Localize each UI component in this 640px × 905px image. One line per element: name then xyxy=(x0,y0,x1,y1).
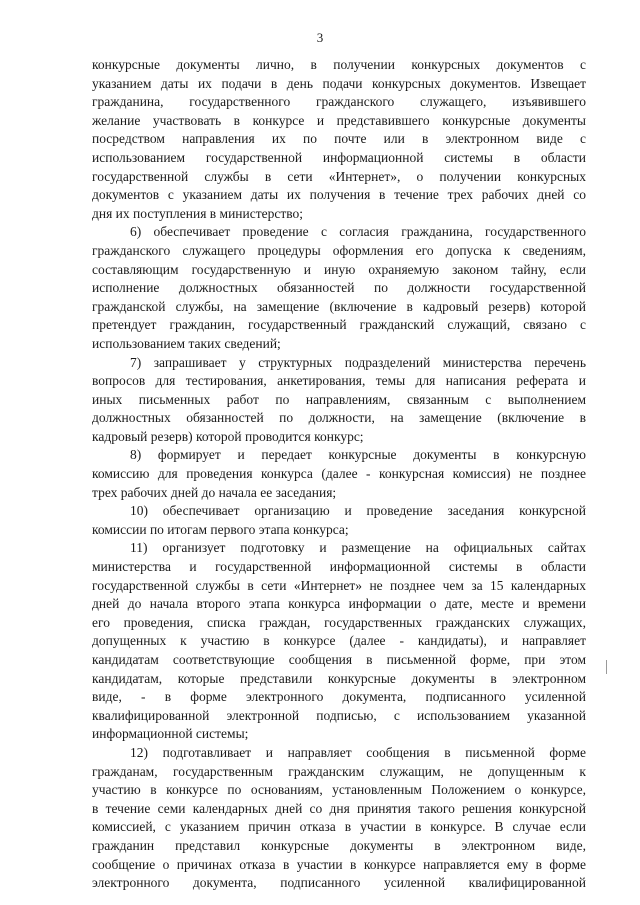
text-line: использованием государственной информационной системы в области xyxy=(92,149,586,165)
document-body xyxy=(92,56,586,893)
text-line: 10) обеспечивает организацию и проведение заседания конкурсной xyxy=(130,503,586,519)
text-line: документов с указанием даты их получения в течение трех рабочих дней со xyxy=(92,187,586,203)
page-number: 3 xyxy=(316,30,324,45)
text-line: гражданина, государственного гражданского служащего, изъявившего xyxy=(92,94,586,110)
text-line: допущенных к участию в конкурсе (далее - кандидаты), и направляет xyxy=(92,633,586,649)
text-line: государственной службы в сети «Интернет», о получении конкурсных xyxy=(92,168,586,184)
text-line: должностных обязанностей по должности, на замещение (включение в xyxy=(92,410,586,426)
text-line: государственной службы в сети «Интернет» не позднее чем за 15 календарных xyxy=(92,577,586,593)
text-line: претендует гражданин, государственный гражданский служащий, связано с xyxy=(92,317,586,333)
margin-mark xyxy=(606,660,607,674)
text-line: указанием даты их подачи в день подачи конкурсных документов. Извещает xyxy=(92,75,586,91)
text-line: министерства и государственной информационной системы в области xyxy=(92,559,586,575)
text-line: 6) обеспечивает проведение с согласия гражданина, государственного xyxy=(130,224,586,240)
text-line: 11) организует подготовку и размещение на официальных сайтах xyxy=(130,540,586,556)
text-line: 12) подготавливает и направляет сообщения в письменной форме xyxy=(130,744,586,760)
text-line: квалифицированной электронной подписью, с использованием указанной xyxy=(92,707,586,723)
text-line: информационной системы; xyxy=(92,726,249,742)
text-line: гражданского служащего процедуры оформления его допуска к сведениям, xyxy=(92,242,586,258)
text-line: в течение семи календарных дней со дня принятия такого решения конкурсной xyxy=(92,800,586,816)
text-line: гражданам, государственным гражданским служащим, не допущенным к xyxy=(92,763,586,779)
text-line: комиссии по итогам первого этапа конкурса; xyxy=(92,521,349,537)
text-line: дня их поступления в министерство; xyxy=(92,205,304,221)
text-line: кадровый резерв) которой проводится конкурс; xyxy=(92,428,364,444)
text-line: трех рабочих дней до начала ее заседания; xyxy=(92,484,337,500)
text-line: комиссию для проведения конкурса (далее - конкурсная комиссия) не позднее xyxy=(92,466,586,482)
text-line: гражданской службы, на замещение (включение в кадровый резерв) которой xyxy=(92,298,586,314)
text-line: исполнение должностных обязанностей по должности государственной xyxy=(92,280,586,296)
text-line: сообщение о причинах отказа в участии в конкурсе направляется ему в форме xyxy=(92,856,586,872)
text-line: электронного документа, подписанного усиленной квалифицированной xyxy=(92,875,586,891)
text-line: вопросов для тестирования, анкетирования, темы для написания реферата и xyxy=(92,373,586,389)
text-line: составляющим государственную и иную охраняемую законом тайну, если xyxy=(92,261,586,277)
text-line: его проведения, списка граждан, государственных гражданских служащих, xyxy=(92,614,586,630)
text-line: кандидатам, которые представили конкурсные документы в электронном xyxy=(92,670,586,686)
text-line: виде, - в форме электронного документа, подписанного усиленной xyxy=(92,689,586,705)
text-line: конкурсные документы лично, в получении конкурсных документов с xyxy=(92,57,586,72)
text-line: гражданин представил конкурсные документы в электронном виде, xyxy=(92,837,586,853)
text-line: посредством направления их по почте или в электронном виде с xyxy=(92,131,586,147)
text-line: иных письменных работ по направлениям, связанным с выполнением xyxy=(92,391,586,407)
text-line: 7) запрашивает у структурных подразделений министерства перечень xyxy=(130,354,586,370)
text-line: желание участвовать в конкурсе и представившего конкурсные документы xyxy=(92,112,586,128)
text-line: участию в конкурсе по основаниям, установленным Положением о конкурсе, xyxy=(92,782,586,798)
text-line: использованием таких сведений; xyxy=(92,335,281,351)
text-line: комиссией, с указанием причин отказа в участии в конкурсе. В случае если xyxy=(92,819,586,835)
text-line: 8) формирует и передает конкурсные документы в конкурсную xyxy=(130,447,586,463)
text-line: кандидатам соответствующие сообщения в письменной форме, при этом xyxy=(92,652,586,667)
text-line: дней до начала второго этапа конкурса информации о дате, месте и времени xyxy=(92,596,586,612)
